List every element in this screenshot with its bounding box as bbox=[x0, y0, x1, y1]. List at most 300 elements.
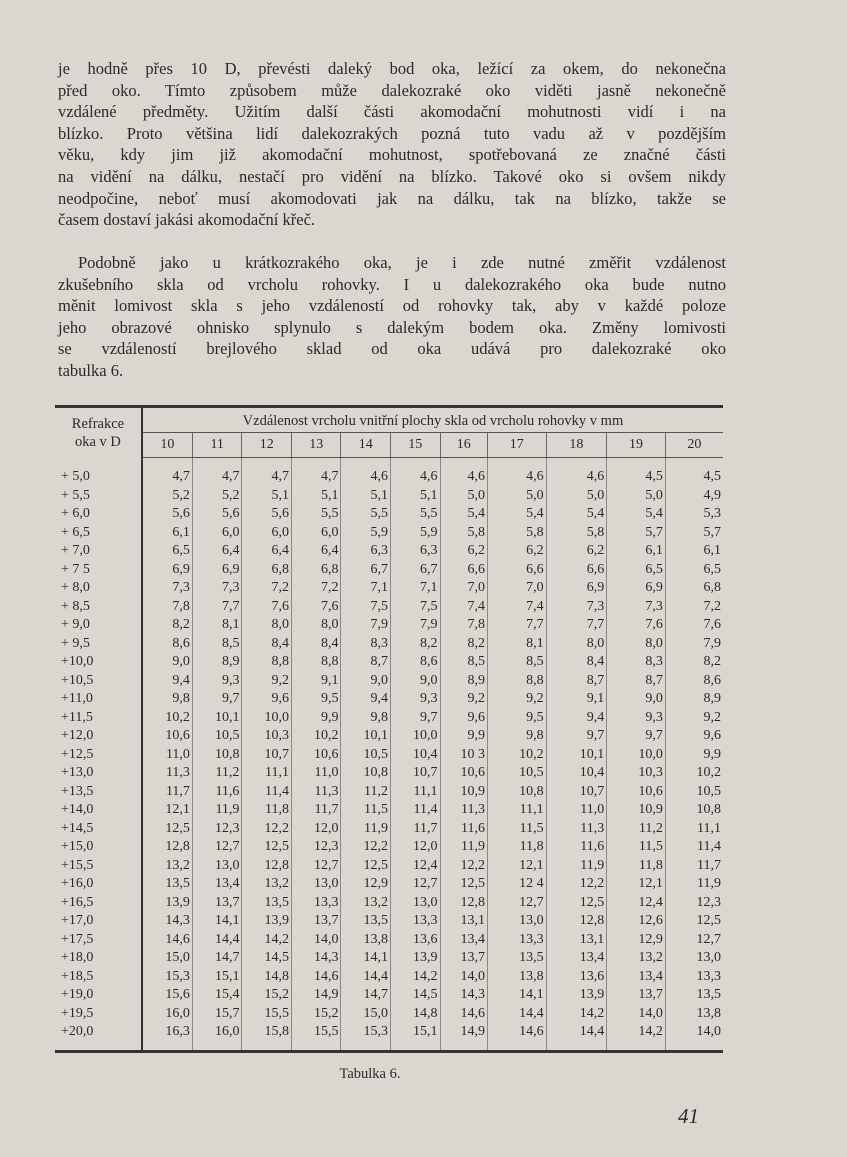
value-cell: 8,0 bbox=[607, 635, 666, 654]
value-cell: 10,6 bbox=[291, 746, 341, 765]
value-cell: 8,8 bbox=[487, 672, 546, 691]
value-cell: 7,7 bbox=[192, 598, 242, 617]
value-cell: 15,0 bbox=[341, 1005, 391, 1024]
value-cell: 13,5 bbox=[242, 894, 292, 913]
value-cell: 12,9 bbox=[607, 931, 666, 950]
table-row bbox=[55, 487, 723, 506]
value-cell: 13,3 bbox=[291, 894, 341, 913]
value-cell: 12,5 bbox=[341, 857, 391, 876]
table-row bbox=[55, 727, 723, 746]
value-cell: 12 4 bbox=[487, 875, 546, 894]
refraction-cell: +17,5 bbox=[55, 931, 142, 950]
refraction-cell: + 7,0 bbox=[55, 542, 142, 561]
value-cell: 12,3 bbox=[665, 894, 723, 913]
value-cell: 11,1 bbox=[242, 764, 292, 783]
value-cell: 11,1 bbox=[487, 801, 546, 820]
value-cell: 15,4 bbox=[192, 986, 242, 1005]
value-cell: 6,1 bbox=[665, 542, 723, 561]
spacer-cell bbox=[607, 1042, 666, 1052]
refraction-cell: + 8,0 bbox=[55, 579, 142, 598]
value-cell: 12,7 bbox=[665, 931, 723, 950]
value-cell: 9,5 bbox=[487, 709, 546, 728]
value-cell: 14,2 bbox=[390, 968, 440, 987]
value-cell: 10,7 bbox=[390, 764, 440, 783]
text-line: časem dostaví jakási akomodační křeč. bbox=[58, 210, 316, 230]
value-cell: 10,5 bbox=[665, 783, 723, 802]
value-cell: 6,0 bbox=[192, 524, 242, 543]
table-section bbox=[55, 405, 723, 1083]
value-cell: 8,1 bbox=[487, 635, 546, 654]
value-cell: 14,0 bbox=[665, 1023, 723, 1042]
value-cell: 4,6 bbox=[546, 468, 607, 487]
refraction-cell: +13,5 bbox=[55, 783, 142, 802]
spacer-cell bbox=[440, 458, 487, 469]
value-cell: 8,3 bbox=[341, 635, 391, 654]
value-cell: 14,1 bbox=[192, 912, 242, 931]
value-cell: 15,5 bbox=[242, 1005, 292, 1024]
value-cell: 5,4 bbox=[440, 505, 487, 524]
value-cell: 11,2 bbox=[192, 764, 242, 783]
refraction-cell: +12,0 bbox=[55, 727, 142, 746]
table-row bbox=[55, 783, 723, 802]
value-cell: 7,7 bbox=[546, 616, 607, 635]
value-cell: 11,2 bbox=[607, 820, 666, 839]
value-cell: 12,8 bbox=[546, 912, 607, 931]
refraction-cell: +13,0 bbox=[55, 764, 142, 783]
refraction-cell: +14,0 bbox=[55, 801, 142, 820]
table-row bbox=[55, 838, 723, 857]
table-row bbox=[55, 542, 723, 561]
table-row bbox=[55, 579, 723, 598]
text-line: blízko. Proto většina lidí dalekozrakých pozná tuto vadu až v pozdějším bbox=[58, 123, 726, 143]
value-cell: 13,6 bbox=[546, 968, 607, 987]
value-cell: 14,6 bbox=[142, 931, 193, 950]
value-cell: 12,1 bbox=[607, 875, 666, 894]
value-cell: 11,8 bbox=[242, 801, 292, 820]
value-cell: 5,6 bbox=[142, 505, 193, 524]
table-row bbox=[55, 561, 723, 580]
value-cell: 6,8 bbox=[242, 561, 292, 580]
column-header: 16 bbox=[440, 433, 487, 458]
value-cell: 6,5 bbox=[142, 542, 193, 561]
value-cell: 10,9 bbox=[607, 801, 666, 820]
value-cell: 6,3 bbox=[341, 542, 391, 561]
value-cell: 6,4 bbox=[291, 542, 341, 561]
text-line: vzdálené předměty. Užitím další části akomodační mohutnosti vidí i na bbox=[58, 102, 726, 122]
value-cell: 14,0 bbox=[291, 931, 341, 950]
spacer-cell bbox=[192, 1042, 242, 1052]
value-cell: 14,0 bbox=[440, 968, 487, 987]
value-cell: 12,1 bbox=[487, 857, 546, 876]
value-cell: 11,7 bbox=[665, 857, 723, 876]
value-cell: 14,8 bbox=[242, 968, 292, 987]
value-cell: 5,3 bbox=[665, 505, 723, 524]
value-cell: 7,3 bbox=[142, 579, 193, 598]
value-cell: 8,1 bbox=[192, 616, 242, 635]
value-cell: 10 3 bbox=[440, 746, 487, 765]
table-row bbox=[55, 894, 723, 913]
column-header: 10 bbox=[142, 433, 193, 458]
value-cell: 10,9 bbox=[440, 783, 487, 802]
value-cell: 5,5 bbox=[291, 505, 341, 524]
value-cell: 14,8 bbox=[390, 1005, 440, 1024]
value-cell: 5,2 bbox=[192, 487, 242, 506]
value-cell: 5,1 bbox=[291, 487, 341, 506]
spacer-cell bbox=[546, 458, 607, 469]
value-cell: 7,1 bbox=[390, 579, 440, 598]
paragraph-1 bbox=[58, 58, 726, 231]
value-cell: 11,6 bbox=[546, 838, 607, 857]
value-cell: 12,8 bbox=[242, 857, 292, 876]
value-cell: 10,3 bbox=[607, 764, 666, 783]
value-cell: 15,2 bbox=[291, 1005, 341, 1024]
value-cell: 10,2 bbox=[142, 709, 193, 728]
value-cell: 13,0 bbox=[192, 857, 242, 876]
value-cell: 14,6 bbox=[291, 968, 341, 987]
table-row bbox=[55, 912, 723, 931]
value-cell: 8,2 bbox=[390, 635, 440, 654]
value-cell: 5,1 bbox=[242, 487, 292, 506]
value-cell: 8,6 bbox=[665, 672, 723, 691]
value-cell: 11,3 bbox=[440, 801, 487, 820]
value-cell: 11,8 bbox=[607, 857, 666, 876]
refraction-cell: + 8,5 bbox=[55, 598, 142, 617]
value-cell: 14,4 bbox=[192, 931, 242, 950]
value-cell: 8,9 bbox=[440, 672, 487, 691]
column-header: 20 bbox=[665, 433, 723, 458]
value-cell: 9,1 bbox=[546, 690, 607, 709]
spacer-cell bbox=[291, 1042, 341, 1052]
value-cell: 10,5 bbox=[192, 727, 242, 746]
value-cell: 13,7 bbox=[440, 949, 487, 968]
value-cell: 12,5 bbox=[242, 838, 292, 857]
value-cell: 7,9 bbox=[341, 616, 391, 635]
value-cell: 5,7 bbox=[607, 524, 666, 543]
spacer-cell bbox=[665, 458, 723, 469]
spacer-cell bbox=[546, 1042, 607, 1052]
spacer-row bbox=[55, 458, 723, 469]
value-cell: 13,1 bbox=[440, 912, 487, 931]
value-cell: 8,9 bbox=[665, 690, 723, 709]
refraction-cell: + 6,5 bbox=[55, 524, 142, 543]
value-cell: 15,3 bbox=[341, 1023, 391, 1042]
value-cell: 11,5 bbox=[341, 801, 391, 820]
spacer-cell bbox=[192, 458, 242, 469]
value-cell: 11,6 bbox=[192, 783, 242, 802]
value-cell: 15,0 bbox=[142, 949, 193, 968]
value-cell: 14,4 bbox=[341, 968, 391, 987]
value-cell: 7,5 bbox=[390, 598, 440, 617]
value-cell: 11,5 bbox=[607, 838, 666, 857]
value-cell: 9,2 bbox=[242, 672, 292, 691]
value-cell: 6,2 bbox=[487, 542, 546, 561]
value-cell: 9,2 bbox=[440, 690, 487, 709]
value-cell: 14,4 bbox=[546, 1023, 607, 1042]
value-cell: 14,6 bbox=[487, 1023, 546, 1042]
value-cell: 9,6 bbox=[242, 690, 292, 709]
value-cell: 9,2 bbox=[487, 690, 546, 709]
table-row bbox=[55, 505, 723, 524]
column-header: 17 bbox=[487, 433, 546, 458]
value-cell: 9,1 bbox=[291, 672, 341, 691]
value-cell: 6,1 bbox=[142, 524, 193, 543]
value-cell: 9,4 bbox=[142, 672, 193, 691]
value-cell: 12,5 bbox=[665, 912, 723, 931]
refraction-cell: +14,5 bbox=[55, 820, 142, 839]
value-cell: 14,7 bbox=[341, 986, 391, 1005]
value-cell: 15,3 bbox=[142, 968, 193, 987]
value-cell: 5,1 bbox=[390, 487, 440, 506]
column-header: 12 bbox=[242, 433, 292, 458]
value-cell: 9,8 bbox=[341, 709, 391, 728]
value-cell: 12,2 bbox=[546, 875, 607, 894]
value-cell: 7,8 bbox=[142, 598, 193, 617]
text-line: před oko. Tímto způsobem může dalekozraké oko viděti jasně nekonečně bbox=[58, 80, 726, 100]
value-cell: 7,1 bbox=[341, 579, 391, 598]
value-cell: 5,0 bbox=[607, 487, 666, 506]
value-cell: 16,0 bbox=[192, 1023, 242, 1042]
value-cell: 6,5 bbox=[607, 561, 666, 580]
value-cell: 9,7 bbox=[607, 727, 666, 746]
value-cell: 6,2 bbox=[440, 542, 487, 561]
value-cell: 4,6 bbox=[390, 468, 440, 487]
value-cell: 11,3 bbox=[291, 783, 341, 802]
value-cell: 7,5 bbox=[341, 598, 391, 617]
value-cell: 12,0 bbox=[291, 820, 341, 839]
value-cell: 15,7 bbox=[192, 1005, 242, 1024]
table-row bbox=[55, 524, 723, 543]
value-cell: 7,6 bbox=[607, 616, 666, 635]
value-cell: 5,8 bbox=[546, 524, 607, 543]
table-row bbox=[55, 1023, 723, 1042]
value-cell: 5,1 bbox=[341, 487, 391, 506]
value-cell: 14,3 bbox=[142, 912, 193, 931]
value-cell: 5,6 bbox=[192, 505, 242, 524]
value-cell: 13,5 bbox=[665, 986, 723, 1005]
spacer-cell bbox=[390, 458, 440, 469]
value-cell: 8,3 bbox=[607, 653, 666, 672]
table-row bbox=[55, 709, 723, 728]
value-cell: 9,3 bbox=[390, 690, 440, 709]
value-cell: 10,6 bbox=[607, 783, 666, 802]
value-cell: 8,4 bbox=[291, 635, 341, 654]
value-cell: 11,0 bbox=[142, 746, 193, 765]
text-line: věku, kdy jim již akomodační mohutnost, spotřebovaná ze značné části bbox=[58, 145, 726, 165]
table-row bbox=[55, 949, 723, 968]
value-cell: 13,3 bbox=[487, 931, 546, 950]
value-cell: 9,9 bbox=[291, 709, 341, 728]
value-cell: 9,0 bbox=[341, 672, 391, 691]
value-cell: 15,5 bbox=[291, 1023, 341, 1042]
value-cell: 11,7 bbox=[291, 801, 341, 820]
table-row bbox=[55, 968, 723, 987]
value-cell: 14,7 bbox=[192, 949, 242, 968]
value-cell: 11,0 bbox=[291, 764, 341, 783]
value-cell: 5,2 bbox=[142, 487, 193, 506]
value-cell: 9,6 bbox=[665, 727, 723, 746]
value-cell: 16,3 bbox=[142, 1023, 193, 1042]
value-cell: 5,7 bbox=[665, 524, 723, 543]
value-cell: 10,1 bbox=[192, 709, 242, 728]
value-cell: 6,3 bbox=[390, 542, 440, 561]
value-cell: 8,7 bbox=[546, 672, 607, 691]
value-cell: 5,5 bbox=[341, 505, 391, 524]
column-header: 13 bbox=[291, 433, 341, 458]
value-cell: 11,5 bbox=[487, 820, 546, 839]
value-cell: 11,3 bbox=[546, 820, 607, 839]
value-cell: 9,0 bbox=[142, 653, 193, 672]
value-cell: 10,6 bbox=[440, 764, 487, 783]
value-cell: 13,7 bbox=[291, 912, 341, 931]
column-header: 15 bbox=[390, 433, 440, 458]
value-cell: 8,0 bbox=[291, 616, 341, 635]
value-cell: 13,5 bbox=[487, 949, 546, 968]
value-cell: 7,3 bbox=[546, 598, 607, 617]
value-cell: 4,7 bbox=[291, 468, 341, 487]
value-cell: 10,2 bbox=[665, 764, 723, 783]
value-cell: 11,9 bbox=[440, 838, 487, 857]
value-cell: 8,0 bbox=[546, 635, 607, 654]
value-cell: 6,4 bbox=[192, 542, 242, 561]
value-cell: 9,4 bbox=[341, 690, 391, 709]
text-line: Podobně jako u krátkozrakého oka, je i zde nutné změřit vzdálenost bbox=[78, 253, 726, 272]
table-row bbox=[55, 598, 723, 617]
value-cell: 7,4 bbox=[487, 598, 546, 617]
value-cell: 5,4 bbox=[546, 505, 607, 524]
row-header-line: Refrakce bbox=[71, 415, 125, 432]
value-cell: 4,6 bbox=[440, 468, 487, 487]
value-cell: 8,6 bbox=[142, 635, 193, 654]
refraction-cell: +16,5 bbox=[55, 894, 142, 913]
value-cell: 13,5 bbox=[142, 875, 193, 894]
spacer-cell bbox=[341, 458, 391, 469]
refraction-cell: +10,0 bbox=[55, 653, 142, 672]
value-cell: 8,2 bbox=[142, 616, 193, 635]
value-cell: 13,2 bbox=[242, 875, 292, 894]
table-row bbox=[55, 468, 723, 487]
value-cell: 10,1 bbox=[546, 746, 607, 765]
value-cell: 15,1 bbox=[192, 968, 242, 987]
value-cell: 12,4 bbox=[607, 894, 666, 913]
spacer-cell bbox=[487, 1042, 546, 1052]
value-cell: 8,9 bbox=[192, 653, 242, 672]
value-cell: 7,0 bbox=[440, 579, 487, 598]
value-cell: 7,6 bbox=[242, 598, 292, 617]
value-cell: 13,8 bbox=[341, 931, 391, 950]
value-cell: 12,7 bbox=[291, 857, 341, 876]
spacer-cell bbox=[242, 1042, 292, 1052]
value-cell: 6,7 bbox=[390, 561, 440, 580]
spacer-cell bbox=[142, 1042, 193, 1052]
value-cell: 11,4 bbox=[242, 783, 292, 802]
table-row bbox=[55, 857, 723, 876]
text-line: zkušebního skla od vrcholu rohovky. I u dalekozrakého oka bude nutno bbox=[58, 274, 726, 294]
value-cell: 12,8 bbox=[142, 838, 193, 857]
value-cell: 14,5 bbox=[242, 949, 292, 968]
value-cell: 14,2 bbox=[242, 931, 292, 950]
spacer-cell bbox=[55, 1042, 142, 1052]
table-row bbox=[55, 1005, 723, 1024]
value-cell: 14,5 bbox=[390, 986, 440, 1005]
table-row bbox=[55, 931, 723, 950]
value-cell: 8,5 bbox=[487, 653, 546, 672]
table-row bbox=[55, 672, 723, 691]
value-cell: 4,6 bbox=[487, 468, 546, 487]
value-cell: 12,7 bbox=[390, 875, 440, 894]
refraction-cell: +16,0 bbox=[55, 875, 142, 894]
table-row bbox=[55, 764, 723, 783]
refraction-cell: + 9,0 bbox=[55, 616, 142, 635]
value-cell: 11,1 bbox=[390, 783, 440, 802]
value-cell: 4,7 bbox=[142, 468, 193, 487]
spacer-cell bbox=[242, 458, 292, 469]
value-cell: 13,8 bbox=[665, 1005, 723, 1024]
value-cell: 6,0 bbox=[242, 524, 292, 543]
value-cell: 9,5 bbox=[291, 690, 341, 709]
value-cell: 7,6 bbox=[291, 598, 341, 617]
value-cell: 14,4 bbox=[487, 1005, 546, 1024]
value-cell: 10,1 bbox=[341, 727, 391, 746]
value-cell: 12,2 bbox=[242, 820, 292, 839]
value-cell: 16,0 bbox=[142, 1005, 193, 1024]
value-cell: 12,3 bbox=[192, 820, 242, 839]
value-cell: 5,8 bbox=[487, 524, 546, 543]
value-cell: 12,7 bbox=[487, 894, 546, 913]
table-caption: Tabulka 6. bbox=[339, 1065, 401, 1082]
value-cell: 7,4 bbox=[440, 598, 487, 617]
refraction-cell: + 5,0 bbox=[55, 468, 142, 487]
table-row bbox=[55, 653, 723, 672]
row-header-line: oka v D bbox=[74, 433, 121, 450]
value-cell: 12,5 bbox=[142, 820, 193, 839]
value-cell: 14,9 bbox=[291, 986, 341, 1005]
value-cell: 8,2 bbox=[440, 635, 487, 654]
text-line: měnit lomivost skla s jeho vzdáleností od rohovky tak, aby v každé poloze bbox=[58, 296, 726, 316]
text-line: je hodně přes 10 D, převésti daleký bod oka, ležící za okem, do nekonečna bbox=[58, 59, 726, 78]
column-header: 18 bbox=[546, 433, 607, 458]
value-cell: 7,3 bbox=[607, 598, 666, 617]
value-cell: 13,9 bbox=[242, 912, 292, 931]
value-cell: 6,6 bbox=[440, 561, 487, 580]
value-cell: 10,8 bbox=[341, 764, 391, 783]
value-cell: 13,9 bbox=[142, 894, 193, 913]
paragraph-2 bbox=[58, 252, 726, 382]
value-cell: 13,4 bbox=[607, 968, 666, 987]
value-cell: 10,8 bbox=[487, 783, 546, 802]
value-cell: 9,4 bbox=[546, 709, 607, 728]
table-row bbox=[55, 690, 723, 709]
value-cell: 12,6 bbox=[607, 912, 666, 931]
value-cell: 6,4 bbox=[242, 542, 292, 561]
value-cell: 12,2 bbox=[341, 838, 391, 857]
value-cell: 9,7 bbox=[192, 690, 242, 709]
value-cell: 13,1 bbox=[546, 931, 607, 950]
spacer-cell bbox=[440, 1042, 487, 1052]
value-cell: 8,7 bbox=[341, 653, 391, 672]
value-cell: 4,9 bbox=[665, 487, 723, 506]
refraction-cell: +20,0 bbox=[55, 1023, 142, 1042]
value-cell: 13,0 bbox=[291, 875, 341, 894]
value-cell: 11,7 bbox=[142, 783, 193, 802]
value-cell: 5,0 bbox=[487, 487, 546, 506]
value-cell: 12,9 bbox=[341, 875, 391, 894]
value-cell: 8,2 bbox=[665, 653, 723, 672]
value-cell: 11,9 bbox=[192, 801, 242, 820]
refraction-table bbox=[55, 405, 723, 1053]
value-cell: 12,2 bbox=[440, 857, 487, 876]
value-cell: 13,4 bbox=[192, 875, 242, 894]
value-cell: 15,1 bbox=[390, 1023, 440, 1042]
